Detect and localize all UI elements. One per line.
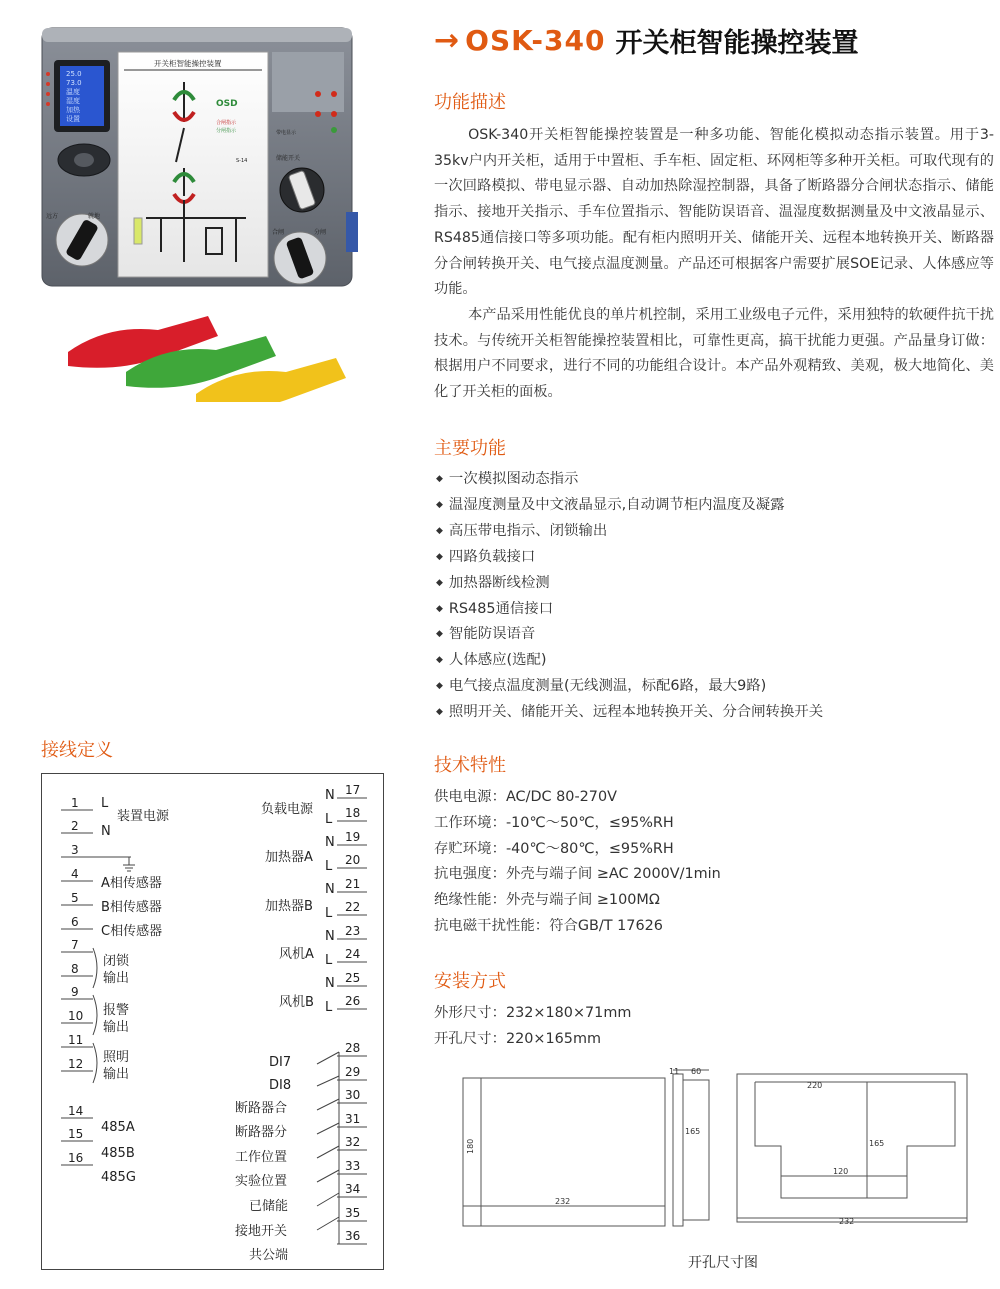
spec-item: 绝缘性能：外壳与端子间 ≥100MΩ [434, 892, 660, 909]
terminal-number: 26 [345, 994, 361, 1008]
dim-cut-w: 220 [807, 1081, 823, 1090]
drawing-caption: 开孔尺寸图 [688, 1255, 758, 1271]
diamond-bullet-icon: ◆ [436, 551, 443, 562]
diamond-bullet-icon: ◆ [436, 629, 443, 640]
wire-label: A相传感器 [101, 876, 162, 891]
panel-title: 开关柜智能操控装置 [154, 59, 222, 68]
terminal-number: 19 [345, 830, 361, 844]
list-item: ◆ 人体感应(选配) [436, 648, 823, 674]
wire-label: 照明 [103, 1050, 130, 1065]
wire-label: 闭锁 [103, 954, 130, 969]
install-item: 外形尺寸：232×180×71mm [434, 1005, 632, 1021]
dim-front-h: 180 [466, 1138, 475, 1154]
title-name: 开关柜智能操控装置 [615, 27, 859, 59]
diamond-bullet-icon: ◆ [436, 681, 443, 692]
wire-label: 485A [101, 1120, 135, 1135]
knob-right-sub: 合闸 [272, 229, 285, 236]
terminal-number: 23 [345, 924, 361, 938]
section-head-features: 主要功能 [434, 438, 506, 459]
product-photo [36, 22, 376, 402]
terminal-number: 16 [68, 1151, 84, 1165]
wire-label: L [101, 796, 109, 811]
description-paragraph: 本产品采用性能优良的单片机控制，采用工业级电子元件，采用独特的软硬件抗干扰技术。与传统开关柜智能操控装置相比，可靠性更高，搞干扰能力更强。产品量身订做：根据用户不同要求，进行不同的功能组合设计。本产品外观精致、美观，极大地简化、美化了开关柜的面板。 [434, 306, 994, 401]
terminal-number: 21 [345, 877, 361, 891]
spec-item: 工作环境：-10℃～50℃，≤95%RH [434, 814, 674, 831]
terminal-number: 30 [345, 1088, 361, 1102]
terminal-number: 18 [345, 806, 361, 820]
wire-label: 接地开关 [235, 1224, 288, 1239]
section-head-wiring: 接线定义 [41, 740, 113, 761]
terminal-number: 28 [345, 1041, 361, 1055]
terminal-number: 31 [345, 1112, 361, 1126]
terminal-number: 15 [68, 1127, 84, 1141]
terminal-number: 17 [345, 783, 361, 797]
brand-logo: OSD [216, 99, 238, 109]
terminal-number: 6 [71, 915, 79, 929]
wire-label: 报警 [103, 1003, 130, 1018]
spec-item: 存贮环境：-40℃～80℃，≤95%RH [434, 840, 674, 857]
nl-label: L [325, 812, 333, 827]
description [434, 123, 994, 406]
lcd-line: 加热 [66, 106, 80, 114]
description-paragraph: OSK-340开关柜智能操控装置是一种多功能、智能化模拟动态指示装置。用于3-35kv户内开关柜，适用于中置柜、手车柜、固定柜、环网柜等多种开关柜。可取代现有的一次回路模拟、带电显示器、自动加热除湿控制器，具备了断路器分合闸状态指示、储能指示、接地开关指示、手车位置指示、智能防误语音、温湿度数据测量及中文液晶显示、RS485通信接口等多项功能。配有柜内照明开关、储能开关、远程本地转换开关、断路器分合闸转换开关、电气接点温度测量。产品还可根据客户需要扩展SOE记录、人体感应等功能。 [434, 127, 994, 298]
lcd-line: 25.0 [66, 70, 82, 78]
spec-list [434, 785, 721, 940]
dim-side-h: 165 [685, 1127, 701, 1136]
wire-label: 输出 [103, 1067, 130, 1082]
knob-right-sub3: S-14 [236, 158, 248, 164]
feature-list [436, 467, 823, 726]
wire-label: 工作位置 [235, 1150, 288, 1165]
wire-label: 断路器分 [235, 1125, 288, 1140]
spec-item: 供电电源：AC/DC 80-270V [434, 789, 617, 805]
terminal-number: 9 [71, 985, 79, 999]
list-item: ◆ 照明开关、储能开关、远程本地转换开关、分合闸转换开关 [436, 700, 823, 726]
terminal-number: 8 [71, 962, 79, 976]
wire-label: DI8 [269, 1078, 292, 1093]
lcd-line: 73.0 [66, 79, 82, 87]
section-head-description: 功能描述 [434, 92, 506, 113]
dim-cut-h: 165 [869, 1139, 885, 1148]
terminal-number: 29 [345, 1065, 361, 1079]
terminal-number: 22 [345, 900, 361, 914]
terminal-number: 2 [71, 819, 79, 833]
page-title [434, 20, 858, 60]
knob-left-label2: 远方 [46, 213, 59, 220]
dimension-drawing [455, 1066, 975, 1232]
install-item: 开孔尺寸：220×165mm [434, 1030, 601, 1047]
dim-cut-total: 232 [839, 1217, 855, 1226]
diamond-bullet-icon: ◆ [436, 474, 443, 484]
wire-label: 共公端 [249, 1248, 289, 1263]
terminal-number: 11 [68, 1033, 84, 1047]
wire-label: B相传感器 [101, 900, 162, 915]
wire-label: 加热器A [265, 850, 313, 865]
lcd-line: 温度 [66, 88, 80, 96]
knob-left-label: 就地 [88, 213, 101, 220]
wire-label: 装置电源 [117, 809, 170, 824]
wire-label: 风机A [279, 947, 314, 962]
wire-label: 485G [101, 1170, 136, 1185]
lcd-line: 设置 [66, 115, 80, 123]
install-list [434, 1001, 631, 1053]
charge-label: 带电显示 [276, 130, 297, 136]
wire-label: 输出 [103, 1020, 130, 1035]
list-item: ◆ 一次模拟图动态指示 [436, 467, 823, 493]
knob-right-sub2: 分闸 [314, 229, 327, 236]
terminal-number: 5 [71, 891, 79, 905]
nl-label: N [325, 882, 335, 897]
diamond-bullet-icon: ◆ [436, 655, 443, 666]
wire-label: 实验位置 [235, 1174, 288, 1189]
terminal-number: 33 [345, 1159, 361, 1173]
list-item: ◆ 高压带电指示、闭锁输出 [436, 519, 823, 545]
terminal-number: 35 [345, 1206, 361, 1220]
nl-label: L [325, 859, 333, 874]
wire-label: 断路器合 [235, 1101, 288, 1116]
terminal-number: 36 [345, 1229, 361, 1243]
legend-open: 分闸指示 [216, 128, 237, 134]
nl-label: L [325, 953, 333, 968]
terminal-number: 12 [68, 1057, 84, 1071]
list-item: ◆ 智能防误语音 [436, 622, 823, 648]
terminal-number: 14 [68, 1104, 84, 1118]
nl-label: L [325, 1000, 333, 1015]
wire-label: C相传感器 [101, 924, 163, 939]
wire-label: N [101, 824, 111, 839]
terminal-number: 3 [71, 843, 79, 857]
wire-label: 485B [101, 1146, 135, 1161]
terminal-number: 20 [345, 853, 361, 867]
terminal-number: 32 [345, 1135, 361, 1149]
spec-item: 抗电磁干扰性能：符合GB/T 17626 [434, 917, 663, 934]
nl-label: N [325, 788, 335, 803]
wire-label: DI7 [269, 1055, 292, 1070]
knob-right-label: 储能开关 [276, 155, 301, 162]
section-head-specs: 技术特性 [434, 755, 506, 776]
nl-label: L [325, 906, 333, 921]
diamond-bullet-icon: ◆ [436, 603, 443, 614]
terminal-number: 34 [345, 1182, 361, 1196]
dim-front-w: 232 [555, 1197, 571, 1206]
legend-close: 合闸指示 [216, 120, 237, 126]
wire-label: 已储能 [249, 1199, 289, 1214]
nl-label: N [325, 835, 335, 850]
section-head-install: 安装方式 [434, 971, 506, 992]
terminal-number: 4 [71, 867, 79, 881]
title-arrow: → [434, 22, 460, 58]
title-model: OSK-340 [465, 23, 606, 57]
list-item: ◆ 温湿度测量及中文液晶显示,自动调节柜内温度及凝露 [436, 493, 823, 519]
dim-side-d2: 60 [691, 1067, 702, 1076]
wire-label: 输出 [103, 971, 130, 986]
wire-label: 加热器B [265, 899, 313, 914]
diamond-bullet-icon: ◆ [436, 707, 443, 718]
diamond-bullet-icon: ◆ [436, 499, 443, 510]
terminal-number: 10 [68, 1009, 84, 1023]
list-item: ◆ 加热器断线检测 [436, 571, 823, 597]
wire-label: 负载电源 [261, 802, 314, 817]
dim-side-d1: 11 [669, 1067, 680, 1076]
terminal-number: 25 [345, 971, 361, 985]
list-item: ◆ 电气接点温度测量(无线测温，标配6路，最大9路) [436, 674, 823, 700]
wiring-diagram [41, 773, 384, 1270]
terminal-number: 1 [71, 796, 79, 810]
spec-item: 抗电强度：外壳与端子间 ≥AC 2000V/1min [434, 866, 721, 883]
terminal-number: 24 [345, 947, 361, 961]
wire-label: 风机B [279, 995, 314, 1010]
nl-label: N [325, 929, 335, 944]
list-item: ◆ RS485通信接口 [436, 597, 823, 623]
dim-cut-inner: 120 [833, 1167, 849, 1176]
diamond-bullet-icon: ◆ [436, 577, 443, 588]
diamond-bullet-icon: ◆ [436, 525, 443, 536]
nl-label: N [325, 976, 335, 991]
lcd-line: 湿度 [66, 97, 80, 105]
terminal-number: 7 [71, 938, 79, 952]
list-item: ◆ 四路负载接口 [436, 545, 823, 571]
